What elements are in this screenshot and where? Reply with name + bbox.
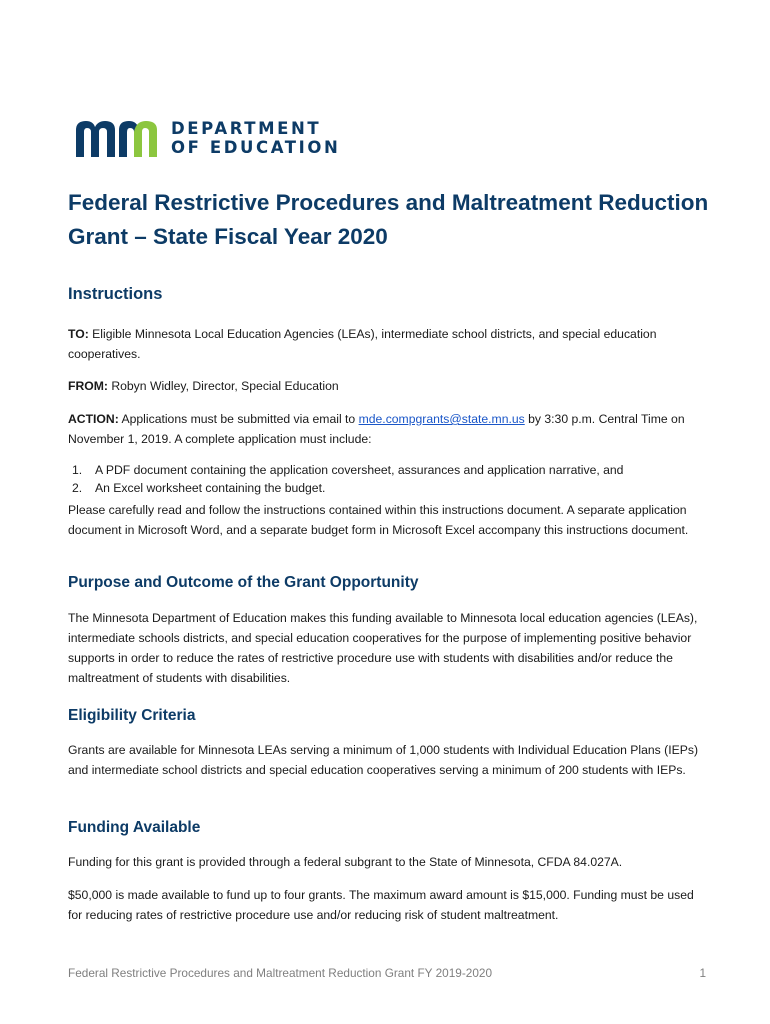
list-item-text: An Excel worksheet containing the budget. xyxy=(95,481,326,495)
email-link[interactable]: mde.compgrants@state.mn.us xyxy=(358,412,525,426)
title-line-1: Federal Restrictive Procedures and Maltreatment Reduction xyxy=(68,190,709,215)
from-text: Robyn Widley, Director, Special Education xyxy=(107,379,339,393)
list-item-text: A PDF document containing the application coversheet, assurances and application narrative, and xyxy=(95,463,624,477)
instructions-note: Please carefully read and follow the instructions contained within this instructions document. A separate application document in Microsoft Word, and a separate budget form in Microsoft Excel accompany this instructions document. xyxy=(68,503,689,537)
list-item xyxy=(72,479,712,497)
list-item-number: 1. xyxy=(72,463,83,477)
logo-line-education: OF EDUCATION xyxy=(171,138,341,157)
funding-heading: Funding Available xyxy=(68,819,201,836)
purpose-heading: Purpose and Outcome of the Grant Opportunity xyxy=(68,574,419,591)
list-item-number: 2. xyxy=(72,481,83,495)
eligibility-text: Grants are available for Minnesota LEAs serving a minimum of 1,000 students with Individual Education Plans (IEPs) and intermediate school districts and special education cooperatives serving a minimum of 200 students with IEPs. xyxy=(68,743,699,777)
mn-logo-mark-icon xyxy=(76,118,158,158)
action-text-after: by 3:30 p.m. Central Time on November 1, 2019. A complete application must include: xyxy=(68,412,685,446)
action-paragraph xyxy=(68,409,708,449)
page-number: 1 xyxy=(699,966,706,980)
funding-text-1: Funding for this grant is provided through a federal subgrant to the State of Minnesota, CFDA 84.027A. xyxy=(68,855,623,869)
action-text-before: Applications must be submitted via email to xyxy=(118,412,359,426)
to-label: TO: xyxy=(68,327,89,341)
list-item xyxy=(72,461,712,479)
title-line-2: Grant – State Fiscal Year 2020 xyxy=(68,224,388,249)
eligibility-heading: Eligibility Criteria xyxy=(68,707,196,724)
logo-line-department: DEPARTMENT xyxy=(171,119,322,138)
to-text: Eligible Minnesota Local Education Agencies (LEAs), intermediate school districts, and special education cooperatives. xyxy=(68,327,657,361)
action-label: ACTION: xyxy=(68,412,119,426)
page-title xyxy=(68,186,728,254)
to-paragraph xyxy=(68,324,708,364)
footer-text: Federal Restrictive Procedures and Maltreatment Reduction Grant FY 2019-2020 xyxy=(68,966,493,980)
funding-text-2: $50,000 is made available to fund up to four grants. The maximum award amount is $15,000. Funding must be used for reducing rates of restrictive procedure use and/or reducing risk of student maltreatment. xyxy=(68,888,694,922)
from-paragraph xyxy=(68,376,708,396)
requirements-list xyxy=(72,461,712,497)
purpose-text: The Minnesota Department of Education makes this funding available to Minnesota local education agencies (LEAs), intermediate schools districts, and special education cooperatives for the purpose of implementing positive behavior supports in order to reduce the rates of restrictive procedure use with students with disabilities and/or reduce the maltreatment of students with disabilities. xyxy=(68,611,698,685)
from-label: FROM: xyxy=(68,379,108,393)
instructions-heading: Instructions xyxy=(68,285,163,303)
mde-logo xyxy=(76,117,356,159)
